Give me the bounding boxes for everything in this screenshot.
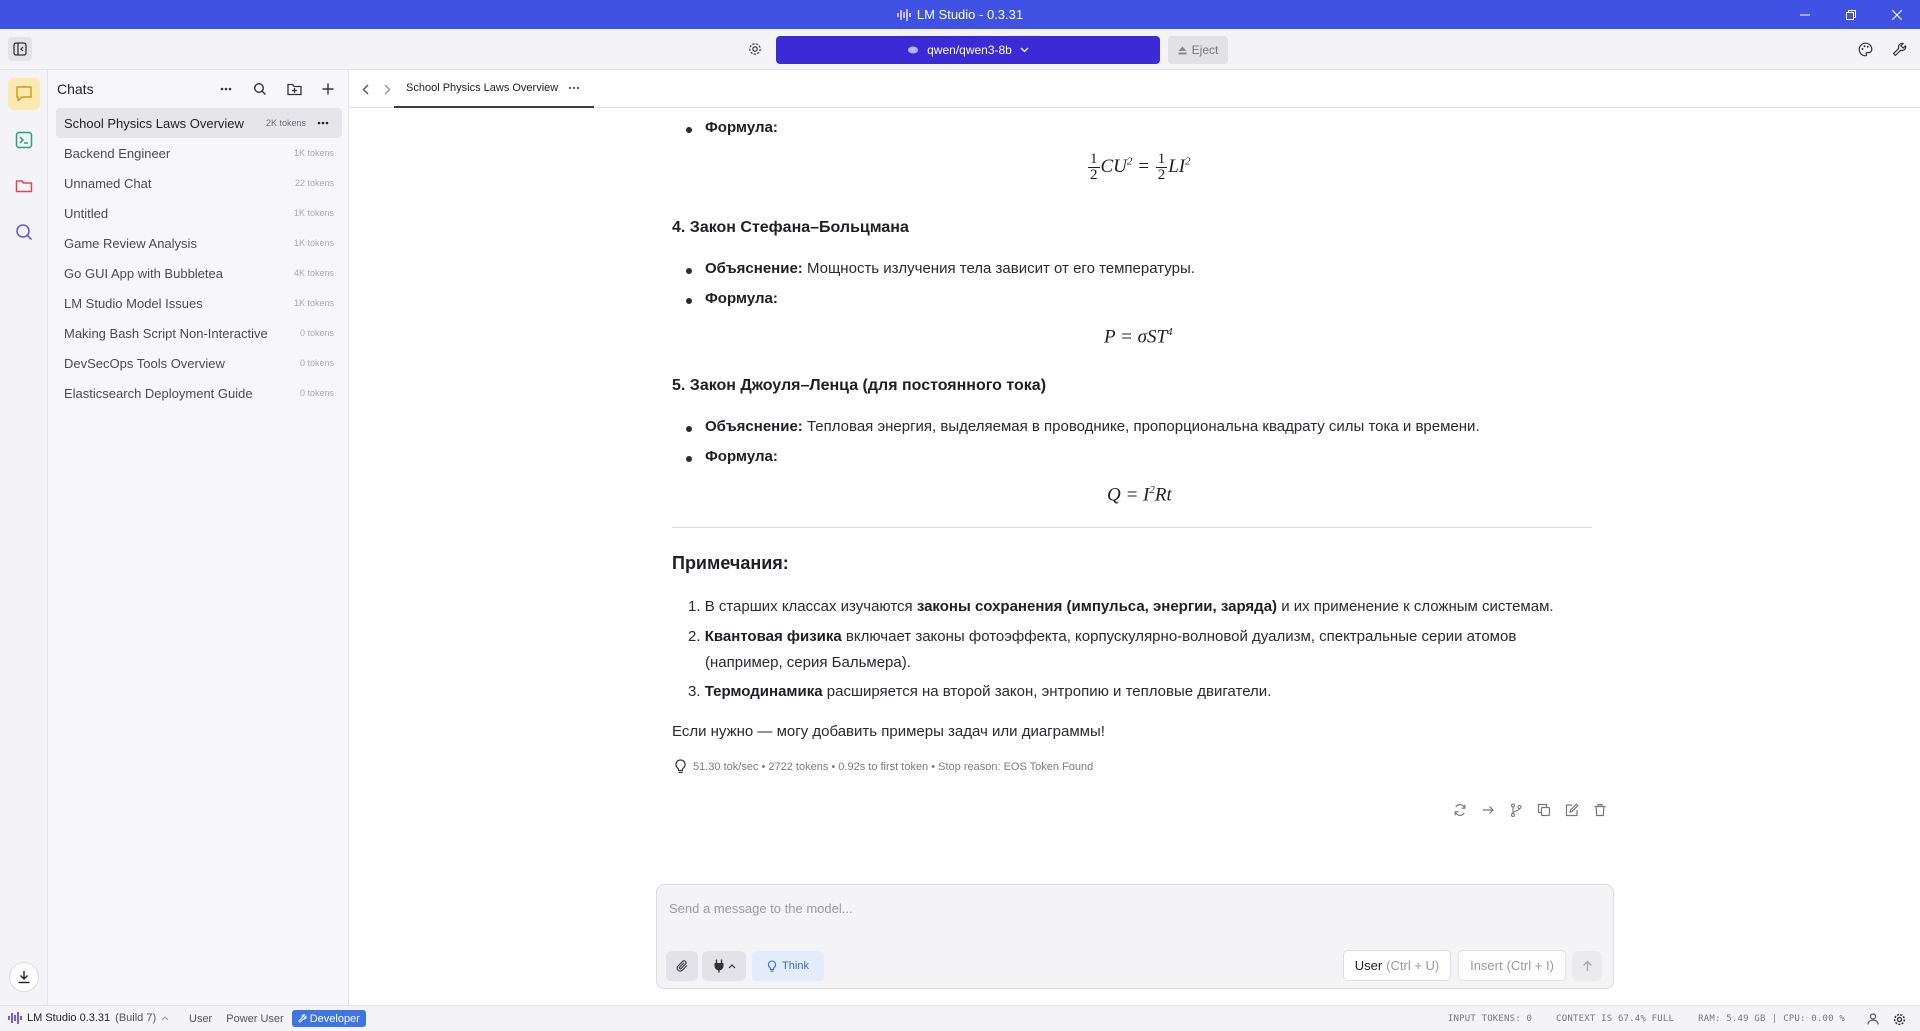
chat-more-button[interactable] [312, 114, 334, 132]
title-bar [0, 0, 1920, 29]
mode-power-user[interactable]: Power User [220, 1010, 289, 1027]
branch-icon [1509, 803, 1523, 817]
send-button[interactable] [1572, 951, 1602, 981]
chat-list-item[interactable] [56, 228, 342, 258]
chat-name: Making Bash Script Non-Interactive [64, 325, 268, 341]
lightbulb-icon [674, 759, 687, 775]
theme-button[interactable] [1854, 38, 1876, 60]
system-stats: INPUT TOKENS: 0 CONTEXT IS 67.4% FULL RAM: 5.49 GB | CPU: 0.00 % [1448, 1006, 1920, 1031]
sidebar-toggle-icon [13, 42, 27, 56]
restore-button[interactable] [1828, 0, 1874, 29]
bullet [686, 426, 692, 432]
close-icon [1892, 10, 1902, 20]
bullet [686, 127, 692, 133]
chevron-down-icon [1020, 47, 1029, 53]
note-1: 1. В старших классах изучаются законы сохранения (импульса, энергии, заряда) и их применение к сложным системам. [688, 598, 1554, 615]
chat-name: Backend Engineer [64, 145, 171, 161]
edit-button[interactable] [1563, 801, 1581, 819]
message-input[interactable] [669, 897, 1599, 919]
window-title: LM Studio - 0.3.31 [916, 7, 1024, 22]
chat-list-item[interactable] [56, 348, 342, 378]
cpu-usage: CPU: 0.00 % [1783, 1014, 1845, 1024]
edit-icon [1565, 803, 1579, 817]
chat-token-count: 2K tokens [265, 118, 306, 128]
chat-name: Untitled [64, 205, 109, 221]
gear-icon[interactable] [1893, 1013, 1906, 1026]
minimize-button[interactable] [1782, 0, 1828, 29]
eject-label: Eject [1191, 43, 1219, 57]
insert-shortcut: (Ctrl + I) [1506, 958, 1554, 973]
insert-label: Insert [1470, 958, 1503, 973]
think-label: Think [782, 960, 809, 972]
model-icon [907, 45, 919, 55]
more-horizontal-icon [220, 87, 232, 91]
downloads-button[interactable] [9, 962, 39, 992]
eject-icon [1178, 46, 1187, 55]
back-button[interactable] [355, 79, 375, 99]
chats-title: Chats [57, 81, 94, 97]
chat-list-item[interactable] [56, 198, 342, 228]
lm-studio-logo-icon [897, 9, 911, 21]
formula-energy: $\frac{1}{2}$ $CU^2$ = $\frac{1}{2}$ $LI^2$ [1090, 151, 1191, 183]
chat-bubble-icon [14, 84, 34, 104]
rail-developer-button[interactable] [8, 124, 40, 156]
terminal-icon [14, 130, 34, 150]
chat-token-count: 4K tokens [293, 268, 334, 278]
note-2: 2. Квантовая физика включает законы фотоэффекта, корпускулярно-волновой дуализм, спектральные серии атомов [688, 628, 1517, 645]
chat-token-count: 1K tokens [293, 148, 334, 158]
top-toolbar [0, 29, 1920, 70]
app-build: (Build 7) [115, 1012, 157, 1024]
mode-switcher [183, 1010, 366, 1027]
notes-heading: Примечания: [672, 553, 789, 573]
branch-button[interactable] [1507, 801, 1525, 819]
mode-user[interactable]: User [183, 1010, 218, 1027]
download-icon [17, 970, 31, 984]
chat-token-count: 1K tokens [293, 298, 334, 308]
plugins-button[interactable] [702, 951, 746, 981]
status-bar [0, 1005, 1920, 1031]
delete-button[interactable] [1591, 801, 1609, 819]
chevron-up-icon [728, 964, 736, 969]
chat-token-count: 0 tokens [299, 328, 334, 338]
role-label: User [1354, 958, 1383, 973]
tab-title: School Physics Laws Overview [406, 82, 559, 94]
mode-developer[interactable] [292, 1010, 366, 1027]
model-name: qwen/qwen3-8b [927, 43, 1012, 57]
chat-name: School Physics Laws Overview [64, 115, 244, 131]
formula-stefan-boltzmann: P = σST$^4$ [1104, 326, 1173, 348]
tab-school-physics[interactable] [394, 70, 594, 108]
chevron-left-icon [362, 84, 369, 95]
sidebar-toggle-button[interactable] [8, 37, 32, 61]
closing-text: Если нужно — могу добавить примеры задач или диаграммы! [672, 723, 1105, 740]
bullet [686, 298, 692, 304]
chats-actions [214, 77, 340, 101]
search-chats-button[interactable] [248, 77, 272, 101]
rail-my-models-button[interactable] [8, 170, 40, 202]
context-usage: CONTEXT IS 67.4% FULL [1556, 1014, 1675, 1024]
chevron-up-icon[interactable] [161, 1016, 169, 1021]
palette-icon [1858, 42, 1873, 57]
note-2-continuation: (например, серия Бальмера). [705, 654, 911, 671]
folder-icon [14, 176, 34, 196]
wrench-icon [1892, 42, 1907, 57]
lightbulb-icon [767, 960, 777, 973]
generation-stats [674, 759, 1093, 775]
rail-discover-button[interactable] [8, 216, 40, 248]
attach-file-button[interactable] [666, 951, 698, 981]
law5-explanation: Объяснение: Тепловая энергия, выделяемая в проводнике, пропорциональна квадрату силы тока и времени. [705, 418, 1480, 435]
chats-header [48, 70, 348, 107]
trash-icon [1593, 803, 1607, 817]
chat-list-item[interactable] [56, 168, 342, 198]
message-composer [656, 884, 1614, 989]
regenerate-icon [1453, 803, 1467, 817]
note-3: 3. Термодинамика расширяется на второй закон, энтропию и тепловые двигатели. [688, 683, 1272, 700]
arrow-right-icon [1481, 803, 1495, 817]
wrench-icon [298, 1014, 307, 1023]
continue-button[interactable] [1479, 801, 1497, 819]
formula-label: Формула: [705, 448, 778, 465]
chat-token-count: 1K tokens [293, 238, 334, 248]
plug-icon [713, 959, 725, 973]
new-folder-button[interactable] [282, 77, 306, 101]
chat-name: Unnamed Chat [64, 175, 152, 191]
gear-icon [748, 42, 762, 56]
think-toggle[interactable] [752, 951, 824, 981]
more-horizontal-icon[interactable] [568, 86, 580, 90]
user-icon[interactable] [1867, 1013, 1879, 1025]
window-title-area [0, 0, 1920, 29]
formula-label: Формула: [705, 119, 778, 136]
chat-token-count: 1K tokens [293, 208, 334, 218]
chats-sidebar [48, 70, 349, 1005]
law4-heading: 4. Закон Стефана–Больцмана [672, 219, 909, 236]
model-settings-button[interactable] [744, 38, 766, 60]
model-selector[interactable] [776, 36, 1160, 64]
bullet [686, 268, 692, 274]
lm-studio-logo-icon [8, 1012, 22, 1024]
copy-button[interactable] [1535, 801, 1553, 819]
copy-icon [1537, 803, 1551, 817]
role-selector-button[interactable] [1343, 950, 1451, 981]
chat-list-item[interactable] [56, 318, 342, 348]
chat-list-item[interactable] [56, 108, 342, 138]
chevron-right-icon [384, 84, 391, 95]
chat-name: LM Studio Model Issues [64, 295, 203, 311]
regenerate-button[interactable] [1451, 801, 1469, 819]
app-version [8, 1012, 169, 1024]
message-actions [1451, 801, 1609, 819]
minimize-icon [1800, 10, 1810, 20]
rail-chat-button[interactable] [8, 78, 40, 110]
chat-token-count: 0 tokens [299, 388, 334, 398]
chat-list-item[interactable] [56, 378, 342, 408]
folder-plus-icon [287, 82, 302, 96]
new-chat-button[interactable] [316, 77, 340, 101]
chat-name: Game Review Analysis [64, 235, 197, 251]
insert-button[interactable] [1458, 950, 1566, 981]
eject-button[interactable] [1168, 36, 1228, 64]
formula-label: Формула: [705, 290, 778, 307]
more-horizontal-icon [317, 121, 329, 125]
chat-token-count: 22 tokens [294, 178, 334, 188]
law5-heading: 5. Закон Джоуля–Ленца (для постоянного тока) [672, 377, 1047, 394]
app-name: LM Studio 0.3.31 [27, 1012, 111, 1024]
chats-more-button[interactable] [214, 77, 238, 101]
plus-icon [322, 83, 334, 95]
chat-token-count: 0 tokens [299, 358, 334, 368]
divider [672, 527, 1592, 528]
paperclip-icon [676, 959, 689, 973]
stats-text: 51.30 tok/sec • 2722 tokens • 0.92s to first token • Stop reason: EOS Token Found [693, 761, 1094, 773]
law4-explanation: Объяснение: Мощность излучения тела зависит от его температуры. [705, 260, 1195, 277]
bullet [686, 456, 692, 462]
formula-joule-lenz: $Q = I^2Rt$ [1107, 484, 1172, 506]
search-icon [253, 82, 267, 96]
chat-name: Elasticsearch Deployment Guide [64, 385, 253, 401]
chat-list-item[interactable] [56, 258, 342, 288]
chat-name: DevSecOps Tools Overview [64, 355, 225, 371]
navigation-rail [0, 70, 48, 1005]
developer-tools-button[interactable] [1888, 38, 1910, 60]
chat-list-item[interactable] [56, 288, 342, 318]
arrow-up-icon [1582, 960, 1593, 972]
ram-usage: RAM: 5.49 GB [1698, 1014, 1766, 1024]
mode-developer-label: Developer [309, 1012, 360, 1025]
chat-name: Go GUI App with Bubbletea [64, 265, 223, 281]
restore-icon [1846, 10, 1856, 20]
close-button[interactable] [1874, 0, 1920, 29]
tab-bar [349, 70, 1920, 108]
role-shortcut: (Ctrl + U) [1386, 958, 1440, 973]
chat-list-item[interactable] [56, 138, 342, 168]
input-tokens: INPUT TOKENS: 0 [1447, 1014, 1533, 1024]
chat-list [56, 108, 342, 408]
search-icon [14, 222, 34, 242]
window-controls [1782, 0, 1920, 29]
